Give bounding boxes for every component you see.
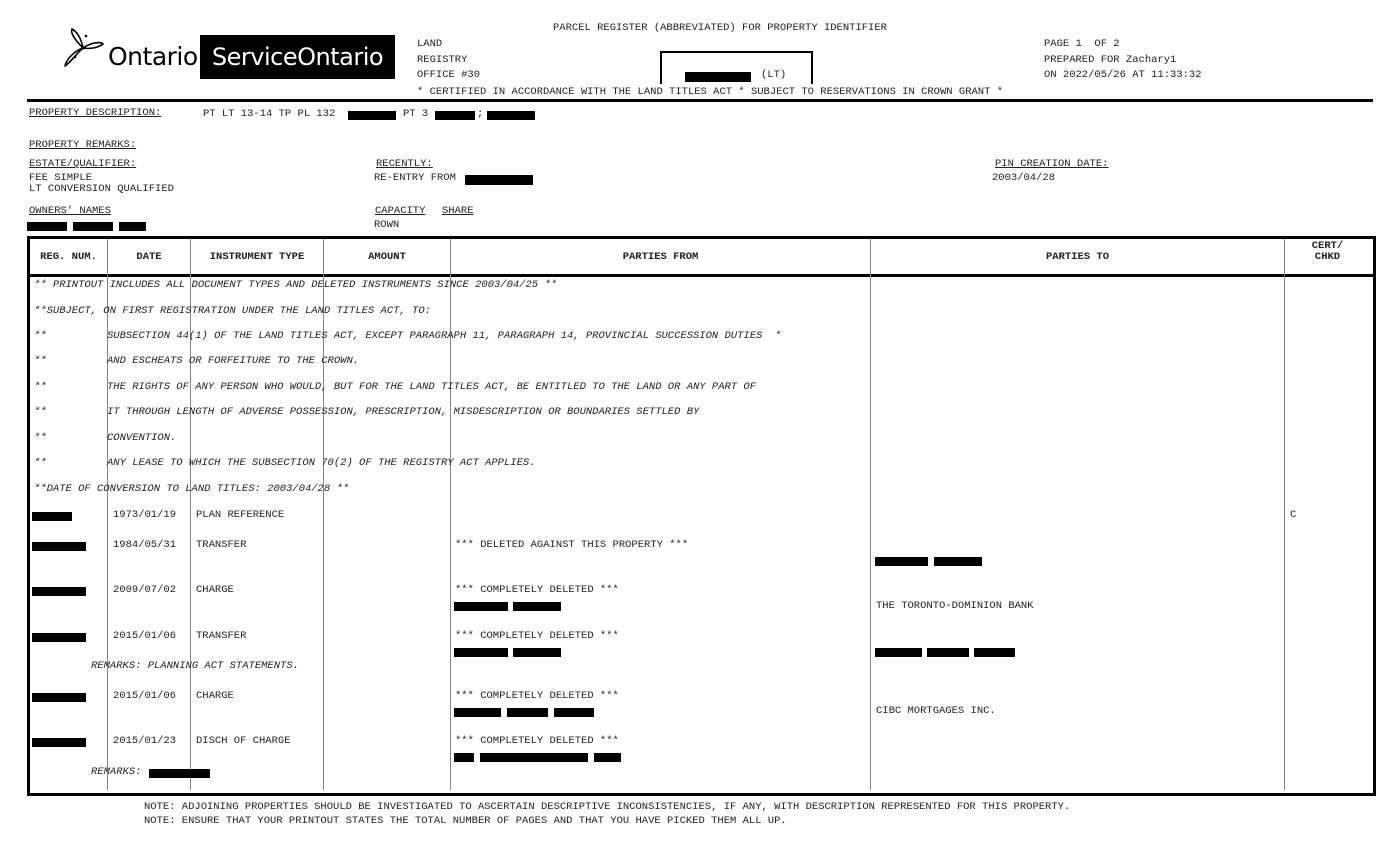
row-date: 1984/05/31 (113, 539, 177, 551)
redacted-reg-num (32, 512, 72, 521)
redacted-reg-num (32, 693, 86, 702)
pin-creation-date-value: 2003/04/28 (992, 172, 1056, 184)
redacted-reg-num (32, 633, 86, 642)
redacted-party (875, 648, 922, 657)
footer-note: NOTE: ENSURE THAT YOUR PRINTOUT STATES THE TOTAL NUMBER OF PAGES AND THAT YOU HAVE PICKED THEM ALL UP. (144, 815, 787, 827)
trillium-icon (62, 27, 104, 69)
prepared-for: PREPARED FOR Zachary1 (1044, 54, 1177, 66)
certified-line: * CERTIFIED IN ACCORDANCE WITH THE LAND TITLES ACT * SUBJECT TO RESERVATIONS IN CROWN GRANT * (417, 86, 1003, 98)
header-parties-to: PARTIES TO (1045, 251, 1109, 263)
estate-value-1: FEE SIMPLE (29, 172, 93, 184)
redacted-reg-num (32, 542, 86, 551)
ontario-logo (62, 26, 198, 70)
redacted-party (554, 708, 594, 717)
redacted-text (435, 111, 475, 120)
row-date: 1973/01/19 (113, 509, 177, 521)
owners-names-label: OWNERS' NAMES (29, 205, 111, 217)
note-line: **SUBJECT, ON FIRST REGISTRATION UNDER THE LAND TITLES ACT, TO: (34, 305, 431, 317)
redacted-owner (73, 222, 113, 231)
row-parties-from: *** COMPLETELY DELETED *** (455, 584, 619, 596)
redacted-party (454, 753, 474, 762)
row-remarks: REMARKS: (91, 766, 142, 778)
header-chkd: CHKD (1314, 251, 1341, 263)
row-date: 2009/07/02 (113, 584, 177, 596)
note-prefix: ** (34, 330, 47, 342)
row-parties-from: *** COMPLETELY DELETED *** (455, 735, 619, 747)
header-reg-num: REG. NUM. (40, 251, 97, 263)
office-line-3: OFFICE #30 (417, 69, 481, 81)
redacted-party (507, 708, 548, 717)
estate-qualifier-label: ESTATE/QUALIFIER: (29, 158, 137, 170)
row-remarks: REMARKS: PLANNING ACT STATEMENTS. (91, 660, 299, 672)
share-label: SHARE (442, 205, 474, 217)
pin-suffix: (LT) (761, 69, 787, 81)
row-date: 2015/01/06 (113, 630, 177, 642)
service-ontario-logo: ServiceOntario (200, 35, 395, 79)
column-divider (870, 239, 871, 790)
property-description-value: PT LT 13-14 TP PL 132 (203, 108, 336, 120)
header-instrument-type: INSTRUMENT TYPE (209, 251, 305, 263)
row-parties-to: THE TORONTO-DOMINION BANK (876, 600, 1034, 612)
row-date: 2015/01/06 (113, 690, 177, 702)
redacted-owner (119, 222, 146, 231)
table-header-divider (27, 274, 1373, 277)
office-line-2: REGISTRY (417, 54, 468, 66)
row-parties-from: *** COMPLETELY DELETED *** (455, 630, 619, 642)
redacted-party (974, 648, 1015, 657)
row-parties-from: *** COMPLETELY DELETED *** (455, 690, 619, 702)
row-parties-from: *** DELETED AGAINST THIS PROPERTY *** (455, 539, 689, 551)
note-line: SUBSECTION 44(1) OF THE LAND TITLES ACT, EXCEPT PARAGRAPH 11, PARAGRAPH 14, PROVINCIAL SUCCESSION DUTIES * (107, 330, 782, 342)
row-instrument-type: DISCH OF CHARGE (196, 735, 291, 747)
note-prefix: ** (34, 406, 47, 418)
office-line-1: LAND (417, 38, 443, 50)
column-divider (323, 239, 324, 790)
row-instrument-type: TRANSFER (196, 539, 247, 551)
redacted-party (454, 602, 508, 611)
row-instrument-type: CHARGE (196, 584, 234, 596)
header-date: DATE (136, 251, 162, 263)
property-remarks-label: PROPERTY REMARKS: (29, 139, 137, 151)
redacted-text (465, 175, 533, 185)
row-parties-to: CIBC MORTGAGES INC. (876, 705, 996, 717)
column-divider (107, 239, 108, 790)
recently-value: RE-ENTRY FROM (374, 172, 456, 184)
property-description-label: PROPERTY DESCRIPTION: (29, 107, 162, 119)
note-line: THE RIGHTS OF ANY PERSON WHO WOULD, BUT FOR THE LAND TITLES ACT, BE ENTITLED TO THE LAND OR ANY PART OF (107, 381, 757, 393)
header-amount: AMOUNT (368, 251, 406, 263)
header-parties-from: PARTIES FROM (622, 251, 699, 263)
redacted-text (348, 111, 396, 120)
redacted-pin (685, 72, 751, 82)
redacted-party (594, 753, 621, 762)
note-prefix: ** (34, 457, 47, 469)
document-title: PARCEL REGISTER (ABBREVIATED) FOR PROPERTY IDENTIFIER (553, 22, 887, 34)
note-line: IT THROUGH LENGTH OF ADVERSE POSSESSION, PRESCRIPTION, MISDESCRIPTION OR BOUNDARIES SETTLED BY (107, 406, 700, 418)
redacted-party (513, 648, 561, 657)
redacted-party (454, 708, 501, 717)
redacted-reg-num (32, 587, 86, 596)
note-line: ANY LEASE TO WHICH THE SUBSECTION 70(2) OF THE REGISTRY ACT APPLIES. (107, 457, 536, 469)
note-line: **DATE OF CONVERSION TO LAND TITLES: 2003/04/28 ** (34, 483, 350, 495)
redacted-remarks (149, 769, 210, 778)
prepared-on: ON 2022/05/26 AT 11:33:32 (1044, 69, 1202, 81)
row-date: 2015/01/23 (113, 735, 177, 747)
redacted-party (513, 602, 561, 611)
column-divider (190, 239, 191, 790)
redacted-text (487, 111, 535, 120)
redacted-reg-num (32, 738, 86, 747)
column-divider (450, 239, 451, 790)
header-divider (27, 99, 1373, 102)
note-line: AND ESCHEATS OR FORFEITURE TO THE CROWN. (107, 355, 360, 367)
row-instrument-type: PLAN REFERENCE (196, 509, 285, 521)
redacted-party (454, 648, 508, 657)
estate-value-2: LT CONVERSION QUALIFIED (29, 183, 174, 195)
property-description-pt: PT 3 (403, 108, 429, 120)
row-instrument-type: CHARGE (196, 690, 234, 702)
redacted-party (927, 648, 969, 657)
capacity-value: ROWN (374, 219, 400, 231)
ontario-wordmark: Ontario (108, 41, 198, 71)
redacted-party (934, 557, 982, 566)
pin-creation-date-label: PIN CREATION DATE: (995, 158, 1109, 170)
recently-label: RECENTLY: (376, 158, 433, 170)
note-prefix: ** (34, 432, 47, 444)
redacted-party (480, 753, 588, 762)
note-line: CONVENTION. (107, 432, 177, 444)
redacted-owner (27, 222, 67, 231)
note-prefix: ** (34, 355, 47, 367)
row-instrument-type: TRANSFER (196, 630, 247, 642)
column-divider (1284, 239, 1285, 790)
footer-note: NOTE: ADJOINING PROPERTIES SHOULD BE INVESTIGATED TO ASCERTAIN DESCRIPTIVE INCONSISTENCIES, IF ANY, WITH DESCRIPTION REPRESENTED FOR THIS PROPERTY. (144, 801, 1071, 813)
header-cert: CERT/ (1311, 240, 1344, 252)
capacity-label: CAPACITY (375, 205, 426, 217)
page-indicator: PAGE 1 OF 2 (1044, 38, 1120, 50)
note-prefix: ** (34, 381, 47, 393)
property-description-sep: ; (477, 108, 484, 120)
row-cert: C (1290, 509, 1297, 521)
redacted-party (875, 557, 928, 566)
note-line: ** PRINTOUT INCLUDES ALL DOCUMENT TYPES AND DELETED INSTRUMENTS SINCE 2003/04/25 ** (34, 279, 557, 291)
